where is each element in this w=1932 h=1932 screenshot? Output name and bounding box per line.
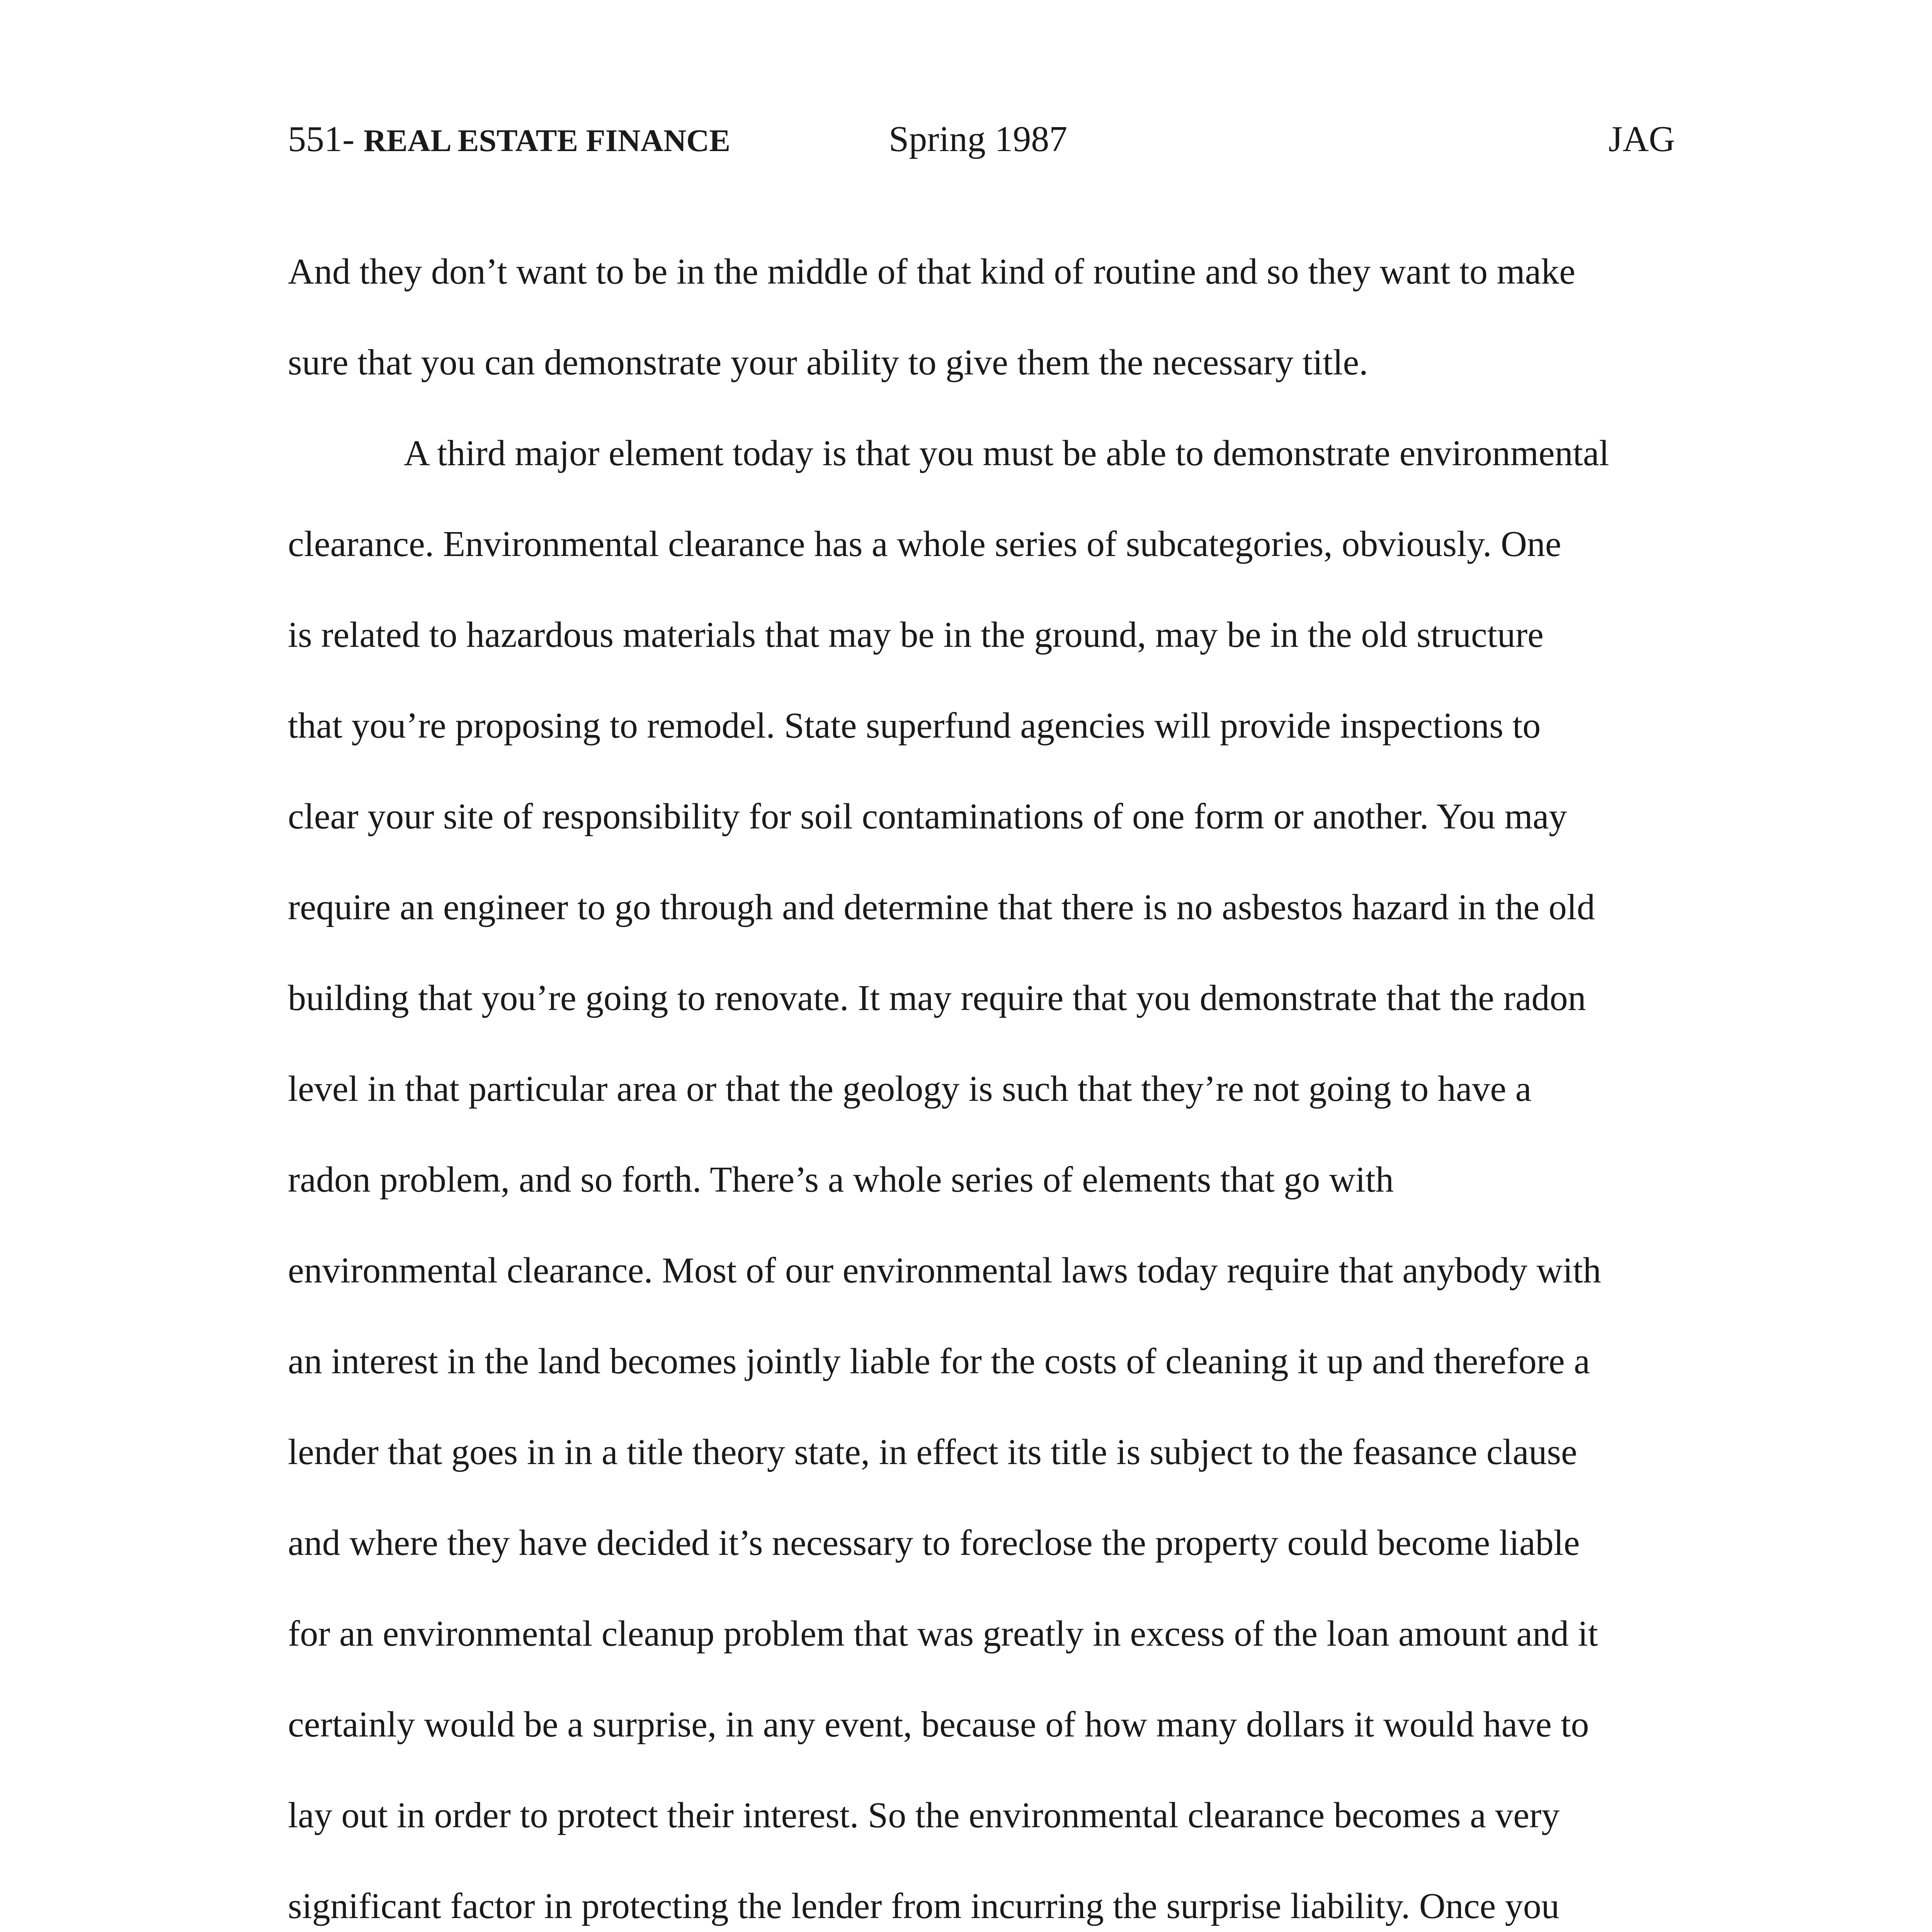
text-line: clearance. Environmental clearance has a whole series of subcategories, obviously. One bbox=[288, 524, 1561, 564]
course-number: 551- bbox=[288, 119, 355, 159]
page-header bbox=[288, 112, 1675, 166]
text-line: clear your site of responsibility for soil contaminations of one form or another. You may bbox=[288, 796, 1567, 837]
text-line: that you’re proposing to remodel. State superfund agencies will provide inspections to bbox=[288, 706, 1541, 746]
text-line: level in that particular area or that the geology is such that they’re not going to have a bbox=[288, 1069, 1532, 1109]
text-line: and where they have decided it’s necessary to foreclose the property could become liable bbox=[288, 1523, 1580, 1563]
text-line: lay out in order to protect their interest. So the environmental clearance becomes a very bbox=[288, 1795, 1560, 1835]
text-line: radon problem, and so forth. There’s a whole series of elements that go with bbox=[288, 1160, 1394, 1200]
text-line: building that you’re going to renovate. It may require that you demonstrate that the radon bbox=[288, 978, 1586, 1018]
term-label: Spring 1987 bbox=[889, 119, 1068, 159]
transcript-body bbox=[288, 226, 1681, 1932]
text-line: certainly would be a surprise, in any event, because of how many dollars it would have to bbox=[288, 1704, 1589, 1745]
text-line: for an environmental cleanup problem that was greatly in excess of the loan amount and it bbox=[288, 1614, 1598, 1654]
author-initials: JAG bbox=[1608, 119, 1675, 159]
text-line: is related to hazardous materials that may be in the ground, may be in the old structure bbox=[288, 615, 1544, 655]
text-line: lender that goes in in a title theory state, in effect its title is subject to the feasance clause bbox=[288, 1432, 1577, 1472]
course-heading bbox=[288, 112, 730, 168]
text-line: environmental clearance. Most of our environmental laws today require that anybody with bbox=[288, 1250, 1601, 1291]
text-line: sure that you can demonstrate your ability to give them the necessary title. bbox=[288, 342, 1368, 383]
text-line: require an engineer to go through and determine that there is no asbestos hazard in the old bbox=[288, 887, 1595, 927]
text-line: And they don’t want to be in the middle of that kind of routine and so they want to make bbox=[288, 252, 1575, 292]
paragraph-first-line: A third major element today is that you must be able to demonstrate environmental bbox=[404, 433, 1609, 473]
course-title: REAL ESTATE FINANCE bbox=[363, 123, 731, 158]
text-line: significant factor in protecting the lender from incurring the surprise liability. Once you bbox=[288, 1886, 1560, 1926]
text-line: an interest in the land becomes jointly liable for the costs of cleaning it up and therefore a bbox=[288, 1341, 1590, 1381]
